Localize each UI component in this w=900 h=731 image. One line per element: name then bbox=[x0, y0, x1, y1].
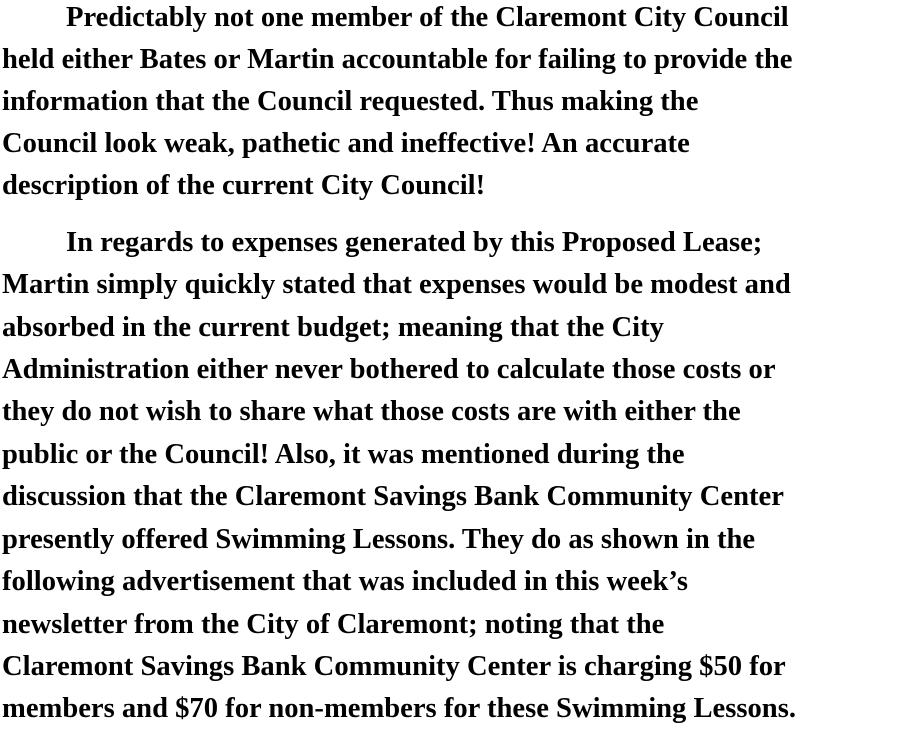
paragraph-line: Claremont Savings Bank Community Center is charging $50 for bbox=[2, 651, 786, 682]
paragraph-line: newsletter from the City of Claremont; noting that the bbox=[2, 609, 665, 640]
paragraph-line: Administration either never bothered to calculate those costs or bbox=[2, 354, 776, 385]
paragraph-line: they do not wish to share what those costs are with either the bbox=[2, 396, 741, 427]
paragraph-line: In regards to expenses generated by this Proposed Lease; bbox=[66, 227, 763, 258]
paragraph-line: following advertisement that was included in this week’s bbox=[2, 566, 688, 597]
paragraph-line: description of the current City Council! bbox=[2, 170, 486, 201]
paragraph-line: discussion that the Claremont Savings Bank Community Center bbox=[2, 481, 784, 512]
paragraph-line: members and $70 for non-members for these Swimming Lessons. bbox=[2, 693, 796, 724]
paragraph-line: information that the Council requested. Thus making the bbox=[2, 86, 699, 117]
paragraph-line: presently offered Swimming Lessons. They do as shown in the bbox=[2, 524, 756, 555]
paragraph-line: public or the Council! Also, it was mentioned during the bbox=[2, 439, 685, 470]
paragraph-line: absorbed in the current budget; meaning that the City bbox=[2, 312, 664, 343]
paragraph-line: Council look weak, pathetic and ineffective! An accurate bbox=[2, 128, 690, 159]
paragraph-line: held either Bates or Martin accountable for failing to provide the bbox=[2, 44, 793, 75]
paragraph-line: Martin simply quickly stated that expenses would be modest and bbox=[2, 269, 791, 300]
paragraph-line: Predictably not one member of the Claremont City Council bbox=[66, 2, 789, 33]
